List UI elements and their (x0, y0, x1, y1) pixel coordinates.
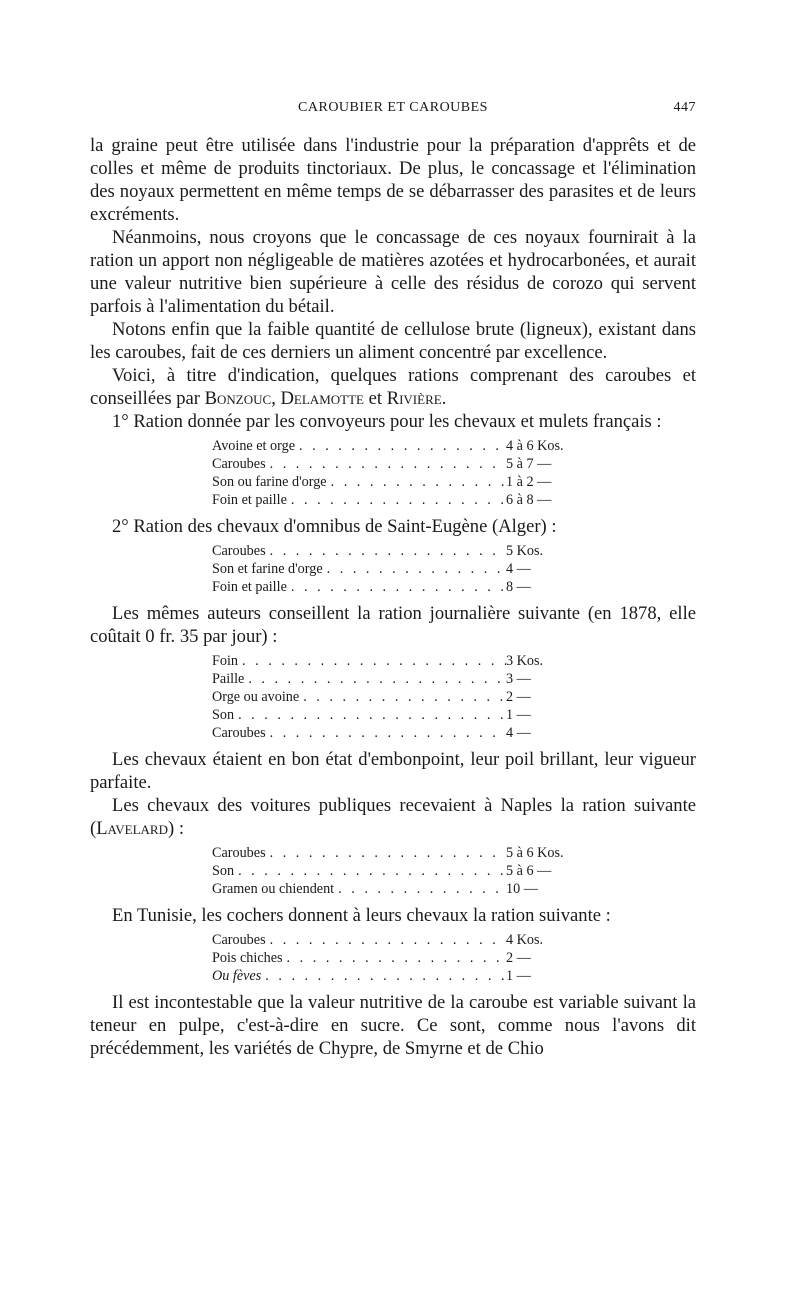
paragraph-6: Il est incontestable que la valeur nutritive de la caroube est variable suivant la teneur en pulpe, c'est-à-dire en sucre. Ce sont, comme nous l'avons dit précédemment, les variétés de Chypre, de Smyrne et de Chio (90, 992, 696, 1059)
author-lavelard: Lavelard (96, 818, 168, 839)
ration-item: Avoine et orge (212, 438, 295, 454)
leader-dots (287, 491, 506, 509)
ration-item: Caroubes (212, 932, 266, 948)
ration-item: Paille (212, 671, 245, 687)
ration-3-heading: Les mêmes auteurs conseillent la ration journalière suivante (en 1878, elle coûtait 0 fr. 35 par jour) : (90, 603, 696, 647)
leader-dots (238, 652, 506, 670)
ration-row (212, 560, 590, 578)
leader-dots (244, 670, 506, 688)
ration-quantity: 4 à 6 Kos. (506, 438, 564, 454)
leader-dots (266, 931, 506, 949)
ration-item: Caroubes (212, 456, 266, 472)
paragraph-4 (90, 364, 696, 410)
ration-item: Son (212, 863, 235, 879)
ration-row (212, 688, 590, 706)
ration-4-heading-text: Les chevaux des voitures publiques recevaient à Naples la ration suivante ( (90, 795, 696, 839)
ration-1-heading: 1° Ration donnée par les convoyeurs pour les chevaux et mulets français : (112, 411, 662, 432)
ration-quantity: 4 Kos. (506, 932, 544, 948)
leader-dots (295, 437, 506, 455)
ration-quantity: 3 Kos. (506, 653, 544, 669)
ration-item: Son (212, 707, 235, 723)
ration-item: Foin et paille (212, 492, 287, 508)
ration-row (212, 724, 590, 742)
ration-quantity: 1 — (506, 707, 531, 723)
ration-3-table (212, 652, 696, 742)
leader-dots (261, 967, 506, 985)
ration-row (212, 880, 590, 898)
paragraph-4-text: Voici, à titre d'indication, quelques rations comprenant des caroubes et conseillées par (90, 365, 696, 409)
ration-quantity: 1 à 2 — (506, 474, 552, 490)
ration-quantity: 5 Kos. (506, 543, 544, 559)
ration-2-heading: 2° Ration des chevaux d'omnibus de Saint-Eugène (Alger) : (112, 516, 557, 537)
leader-dots (234, 706, 506, 724)
ration-row (212, 578, 590, 596)
ration-row (212, 706, 590, 724)
leader-dots (266, 844, 506, 862)
leader-dots (283, 949, 506, 967)
paragraph-3: Notons enfin que la faible quantité de cellulose brute (ligneux), existant dans les caroubes, fait de ces derniers un aliment concentré par excellence. (90, 319, 696, 363)
page-number: 447 (673, 100, 696, 115)
ration-item: Orge ou avoine (212, 689, 300, 705)
ration-quantity: 2 — (506, 950, 531, 966)
leader-dots (266, 455, 506, 473)
ration-quantity: 4 — (506, 725, 531, 741)
ration-row (212, 844, 590, 862)
author-sep-1: , (271, 388, 281, 409)
ration-quantity: 8 — (506, 579, 531, 595)
ration-row (212, 931, 590, 949)
ration-row (212, 491, 590, 509)
ration-quantity: 5 à 6 — (506, 863, 552, 879)
ration-quantity: 6 à 8 — (506, 492, 552, 508)
author-sep-2: et (363, 388, 387, 409)
leader-dots (334, 880, 506, 898)
ration-4-heading-end: ) : (168, 818, 185, 839)
ration-quantity: 3 — (506, 671, 531, 687)
running-title: CAROUBIER ET CAROUBES (298, 100, 488, 115)
leader-dots (299, 688, 506, 706)
ration-item: Pois chiches (212, 950, 283, 966)
ration-quantity: 2 — (506, 689, 531, 705)
ration-item: Caroubes (212, 543, 266, 559)
ration-1-table (212, 437, 696, 509)
ration-2-table (212, 542, 696, 596)
ration-row (212, 652, 590, 670)
leader-dots (266, 542, 506, 560)
ration-5-heading: En Tunisie, les cochers donnent à leurs chevaux la ration suivante : (112, 905, 611, 926)
ration-quantity: 4 — (506, 561, 531, 577)
ration-row (212, 949, 590, 967)
ration-item: Caroubes (212, 845, 266, 861)
ration-4-heading (90, 794, 696, 840)
ration-4-table (212, 844, 696, 898)
ration-row (212, 542, 590, 560)
ration-row (212, 670, 590, 688)
ration-item: Ou fèves (212, 968, 262, 984)
paragraph-4-end: . (441, 388, 447, 409)
ration-item: Foin et paille (212, 579, 287, 595)
ration-quantity: 5 à 7 — (506, 456, 552, 472)
leader-dots (287, 578, 506, 596)
ration-item: Son ou farine d'orge (212, 474, 327, 490)
ration-row (212, 967, 590, 985)
ration-quantity: 10 — (506, 881, 538, 897)
ration-row (212, 437, 590, 455)
ration-row (212, 473, 590, 491)
leader-dots (234, 862, 506, 880)
paragraph-2: Néanmoins, nous croyons que le concassage de ces noyaux fournirait à la ration un apport non négligeable de matières azotées et hydrocarbonées, et aurait une valeur nutritive bien supérieure à celle des résidus de corozo qui servent parfois à l'alimentation du bétail. (90, 227, 696, 317)
ration-item: Son et farine d'orge (212, 561, 323, 577)
ration-quantity: 5 à 6 Kos. (506, 845, 564, 861)
ration-row (212, 862, 590, 880)
paragraph-5: Les chevaux étaient en bon état d'embonpoint, leur poil brillant, leur vigueur parfaite. (90, 749, 696, 793)
ration-5-table (212, 931, 696, 985)
leader-dots (327, 473, 506, 491)
author-riviere: Rivière (386, 388, 442, 409)
ration-item: Gramen ou chiendent (212, 881, 335, 897)
ration-item: Caroubes (212, 725, 266, 741)
author-delamotte: Delamotte (280, 388, 364, 409)
page-body (90, 134, 696, 1060)
paragraph-1: la graine peut être utilisée dans l'industrie pour la préparation d'apprêts et de colles et même de produits tinctoriaux. De plus, le concassage et l'élimination des noyaux permettent en même temps de se débarrasser des parasites et de leurs excréments. (90, 135, 696, 225)
ration-quantity: 1 — (506, 968, 531, 984)
ration-item: Foin (212, 653, 239, 669)
author-bonzouc: Bonzouc (204, 388, 272, 409)
ration-row (212, 455, 590, 473)
leader-dots (323, 560, 506, 578)
leader-dots (266, 724, 506, 742)
